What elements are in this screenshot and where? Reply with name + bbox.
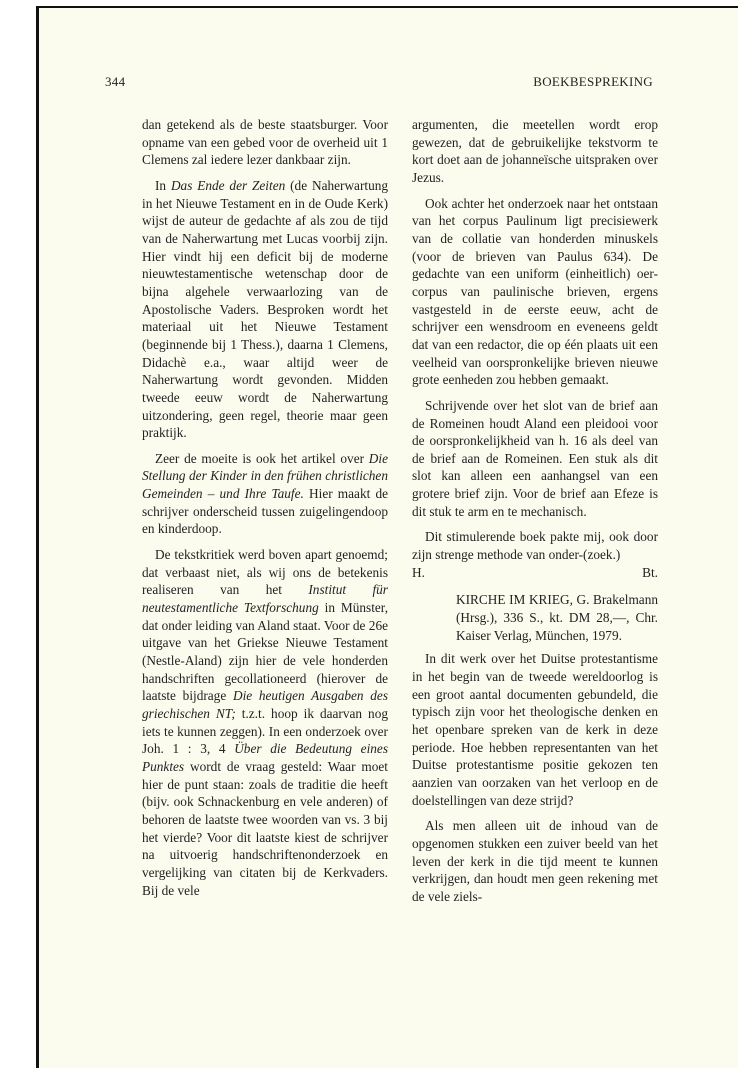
cited-title: Die heutigen Ausgaben des griechischen NT; xyxy=(142,688,389,721)
cited-title: Über die Bedeutung eines Punktes xyxy=(142,741,388,774)
paragraph: dan getekend als de beste staatsburger. Voor opname van een gebed voor de overheid uit 1 Clemens zal iedere lezer dankbaar zijn. xyxy=(142,117,388,168)
cited-title: Das Ende der Zeiten xyxy=(170,177,286,193)
paragraph: Schrijvende over het slot van de brief aan de Romeinen houdt Aland een pleidooi voor de oorspronkelijkheid van h. 16 als deel van de brief aan de Romeinen. Een stuk als dit slot kan alleen een aanhangsel van een grotere brief zijn. Voor de brief aan Efeze is dit stuk te arm en te mechanisch. xyxy=(412,397,658,519)
reviewer-signature: H. Bt. xyxy=(412,564,658,580)
paragraph: argumenten, die meetellen wordt erop gewezen, dat de gebruikelijke tekstvorm te kort doet aan de johanneïsche uitspraken over Jezus. xyxy=(412,117,658,185)
book-reference: KIRCHE IM KRIEG, G. Brakelmann (Hrsg.), 336 S., kt. DM 28,—, Chr. Kaiser Verlag, München, 1979. xyxy=(456,592,658,643)
paragraph: Ook achter het onderzoek naar het ontstaan van het corpus Paulinum ligt precisiewerk van de collatie van honderden minuskels (voor de brieven van Paulus 634). De gedachte van een uniform (einheitlich) oer-corpus van paulinische brieven, ergens vastgesteld in de eerste eeuw, acht de schrijver een wensdroom en eveneens geldt dat van een redactor, die op één plaats uit een veelheid van oorspronkelijke brieven nieuwe grote eenheden zou hebben gemaakt. xyxy=(412,195,658,388)
paragraph: In Das Ende der Zeiten (de Naherwartung in het Nieuwe Testament en in de Oude Kerk) wijst de auteur de gedachte af als zou de tijd van de Naherwartung met Lucas voorbij zijn. Hier vindt hij een deficit bij de moderne nieuwtestamentische wetenschap door de bijna algehele verwaarlozing van de Apostolische Vaders. Besproken wordt het materiaal uit het Nieuwe Testament (beginnende bij 1 Thess.), daarna 1 Clemens, Didachè e.a., waar altijd weer de Naherwartung wordt gevonden. Midden tweede eeuw wordt de Naherwartung uitzondering, geen regel, theorie maar geen praktijk. xyxy=(142,177,389,441)
paragraph: Zeer de moeite is ook het artikel over Die Stellung der Kinder in den frühen christlichen Gemeinden – und Ihre Taufe. Hier maakt de schrijver onderscheid tussen zuigelingendoop en kinderdoop. xyxy=(142,450,388,537)
left-column xyxy=(142,116,388,899)
page-number: 344 xyxy=(105,74,126,89)
paragraph: De tekstkritiek werd boven apart genoemd; dat verbaast niet, als wij ons de betekenis realiseren van het Institut für neutestamentliche Textforschung in Münster, dat onder leiding van Aland staat. Voor de 26e uitgave van het Griekse Nieuwe Testament (Nestle-Aland) zijn hier de vele honderden handschriften gecollationeerd (hierover de laatste bijdrage Die heutigen Ausgaben des griechischen NT; t.z.t. hoop ik daarvan nog iets te kunnen zeggen). In een onderzoek over Joh. 1 : 3, 4 Über die Bedeutung eines Punktes wordt de vraag gesteld: Waar moet hier de punt staan: zoals de traditie die heeft (bijv. ook Schnackenburg en vele anderen) of behoren de laatste twee woorden van vs. 3 bij het vierde? Voor dit laatste kiest de schrijver na uitvoerig handschriftenonderzoek en vergelijking van citaten bij de Kerkvaders. Bij de vele xyxy=(142,547,389,898)
running-title: BOEKBESPREKING xyxy=(533,74,653,89)
paragraph: Dit stimulerende boek pakte mij, ook door zijn strenge methode van onder-(zoek.) xyxy=(412,529,658,563)
paragraph: In dit werk over het Duitse protestantisme in het begin van de tweede wereldoorlog is een groot aantal documenten gebundeld, die typisch zijn voor het theologische denken en het openbare spreken van de kerk in deze periode. Hoe hebben representanten van het Duitse protestantisme positie gekozen ten aanzien van oorzaken van het verloop en de doelstellingen van deze strijd? xyxy=(412,651,658,808)
paragraph: Als men alleen uit de inhoud van de opgenomen stukken een zuiver beeld van het leven der kerk in die tijd meent te kunnen verkrijgen, dan houdt men geen rekening met de vele ziels- xyxy=(412,818,658,904)
cited-title: Institut für neutestamentliche Textforschung xyxy=(142,582,388,616)
right-column xyxy=(412,116,658,906)
cited-title: Die Stellung der Kinder in den frühen christlichen Gemeinden – und Ihre Taufe. xyxy=(142,450,388,502)
